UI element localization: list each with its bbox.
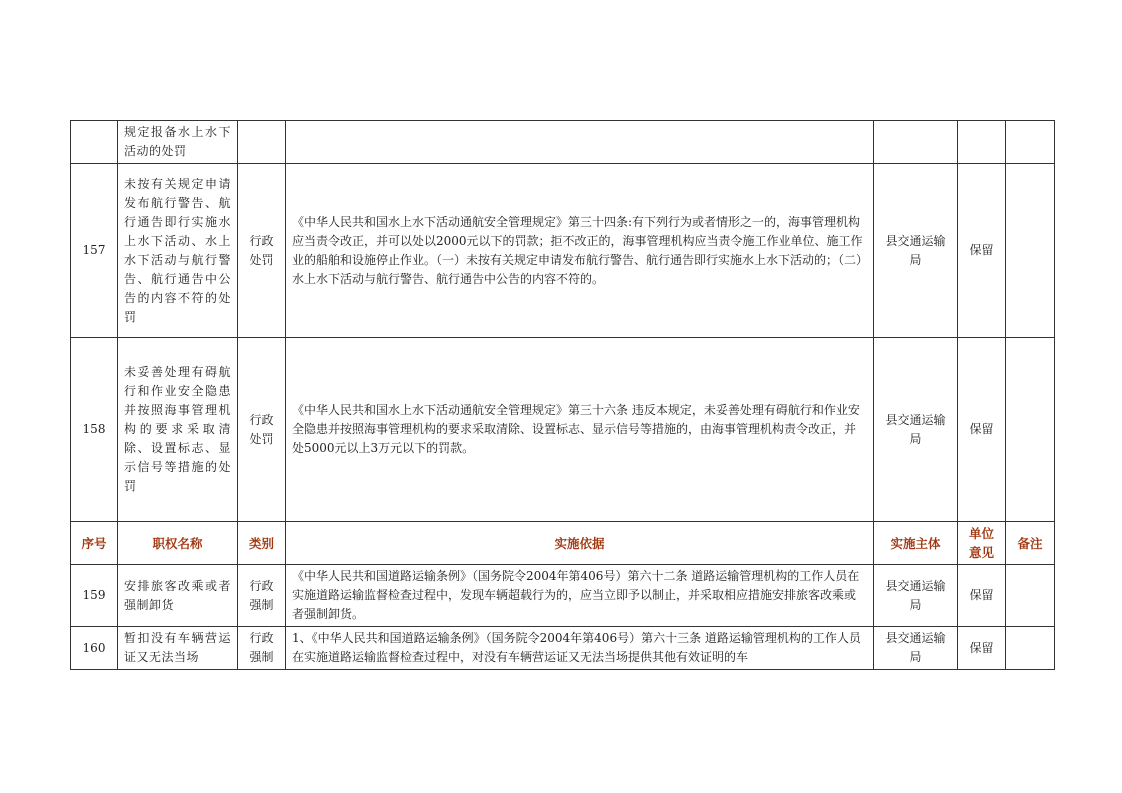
authority-name-cell: 暂扣没有车辆营运证又无法当场 xyxy=(118,627,238,670)
remark-cell xyxy=(1006,627,1055,670)
seq-cell: 157 xyxy=(71,164,118,338)
legal-basis-cell: 《中华人民共和国道路运输条例》（国务院令2004年第406号）第六十二条 道路运输管理机构的工作人员在实施道路运输监督检查过程中，发现车辆超载行为的，应当立即予以制止，并采取相应措施安排旅客改乘或者强制卸货。 xyxy=(286,565,874,627)
category-cell: 行政强制 xyxy=(238,565,286,627)
subject-cell xyxy=(874,121,958,164)
table-header-row xyxy=(71,522,1055,565)
authority-name-cell: 安排旅客改乘或者强制卸货 xyxy=(118,565,238,627)
seq-cell: 159 xyxy=(71,565,118,627)
opinion-cell: 保留 xyxy=(958,627,1006,670)
regulation-table xyxy=(70,120,1055,670)
authority-name-cell: 未按有关规定申请发布航行警告、航行通告即行实施水上水下活动、水上水下活动与航行警告、航行通告中公告的内容不符的处罚 xyxy=(118,164,238,338)
table-row xyxy=(71,627,1055,670)
seq-cell xyxy=(71,121,118,164)
legal-basis-cell: 《中华人民共和国水上水下活动通航安全管理规定》第三十四条:有下列行为或者情形之一的，海事管理机构应当责令改正，并可以处以2000元以下的罚款；拒不改正的，海事管理机构应当责令施工作业单位、施工作业的船舶和设施停止作业。（一）未按有关规定申请发布航行警告、航行通告即行实施水上水下活动的；（二）水上水下活动与航行警告、航行通告中公告的内容不符的。 xyxy=(286,164,874,338)
header-name: 职权名称 xyxy=(118,522,238,565)
opinion-cell: 保留 xyxy=(958,164,1006,338)
remark-cell xyxy=(1006,565,1055,627)
table-row xyxy=(71,338,1055,522)
authority-name-cell: 规定报备水上水下活动的处罚 xyxy=(118,121,238,164)
subject-cell: 县交通运输局 xyxy=(874,164,958,338)
opinion-cell: 保留 xyxy=(958,338,1006,522)
subject-cell: 县交通运输局 xyxy=(874,627,958,670)
header-remark: 备注 xyxy=(1006,522,1055,565)
header-basis: 实施依据 xyxy=(286,522,874,565)
opinion-cell xyxy=(958,121,1006,164)
legal-basis-cell: 《中华人民共和国水上水下活动通航安全管理规定》第三十六条 违反本规定，未妥善处理有碍航行和作业安全隐患并按照海事管理机构的要求采取清除、设置标志、显示信号等措施的，由海事管理机构责令改正，并处5000元以上3万元以下的罚款。 xyxy=(286,338,874,522)
category-cell: 行政处罚 xyxy=(238,338,286,522)
header-type: 类别 xyxy=(238,522,286,565)
authority-name-cell: 未妥善处理有碍航行和作业安全隐患并按照海事管理机构的要求采取清除、设置标志、显示信号等措施的处罚 xyxy=(118,338,238,522)
legal-basis-cell xyxy=(286,121,874,164)
table-row xyxy=(71,121,1055,164)
legal-basis-cell: 1、《中华人民共和国道路运输条例》（国务院令2004年第406号）第六十三条 道路运输管理机构的工作人员在实施道路运输监督检查过程中，对没有车辆营运证又无法当场提供其他有效证明的车 xyxy=(286,627,874,670)
subject-cell: 县交通运输局 xyxy=(874,338,958,522)
category-cell xyxy=(238,121,286,164)
remark-cell xyxy=(1006,164,1055,338)
seq-cell: 160 xyxy=(71,627,118,670)
category-cell: 行政强制 xyxy=(238,627,286,670)
seq-cell: 158 xyxy=(71,338,118,522)
header-opinion: 单位意见 xyxy=(958,522,1006,565)
remark-cell xyxy=(1006,121,1055,164)
table-row xyxy=(71,565,1055,627)
remark-cell xyxy=(1006,338,1055,522)
opinion-cell: 保留 xyxy=(958,565,1006,627)
subject-cell: 县交通运输局 xyxy=(874,565,958,627)
table-row xyxy=(71,164,1055,338)
header-seq: 序号 xyxy=(71,522,118,565)
category-cell: 行政处罚 xyxy=(238,164,286,338)
header-subject: 实施主体 xyxy=(874,522,958,565)
